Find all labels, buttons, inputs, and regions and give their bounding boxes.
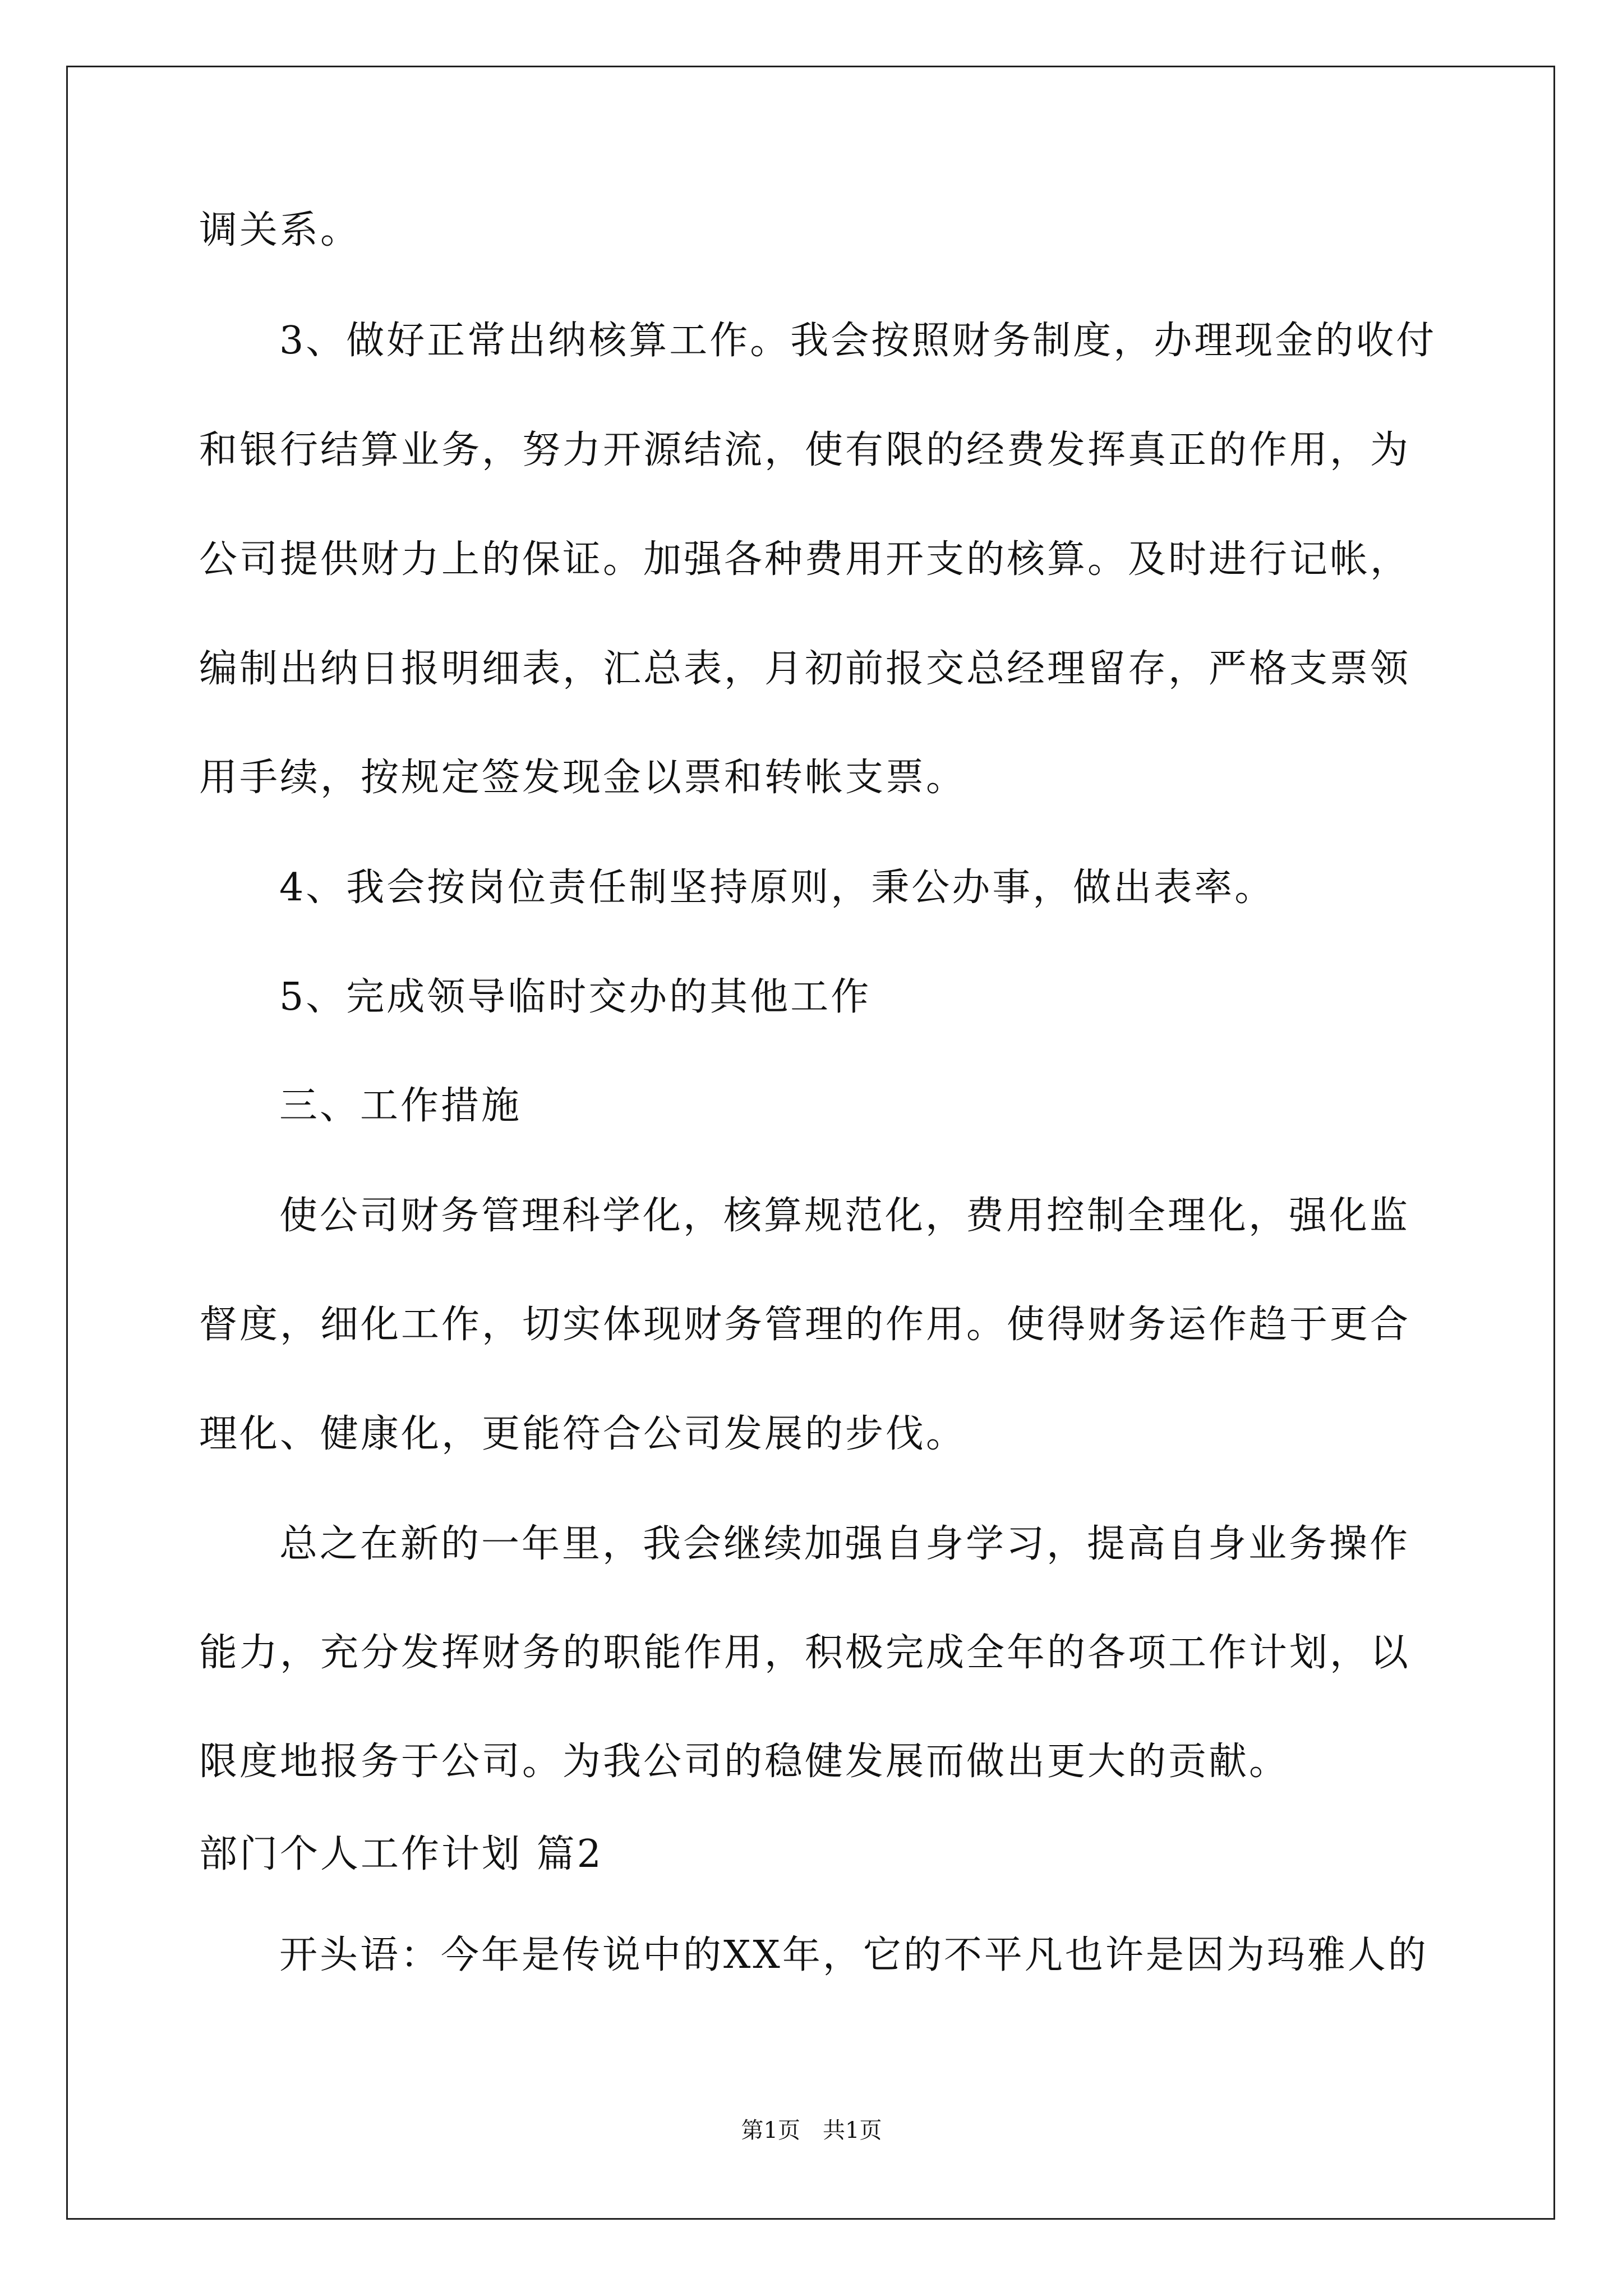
section-heading: 三、工作措施: [279, 1084, 522, 1128]
paragraph-line: 使公司财务管理科学化，核算规范化，费用控制全理化，强化监: [279, 1194, 1410, 1238]
document-subtitle: 部门个人工作计划 篇2: [199, 1832, 603, 1876]
page-number: 第1页 共1页: [741, 2118, 882, 2143]
paragraph-line: 和银行结算业务，努力开源结流，使有限的经费发挥真正的作用，为: [199, 428, 1411, 472]
paragraph-line: 调关系。: [199, 208, 361, 252]
paragraph-line: 用手续，按规定签发现金以票和转帐支票。: [199, 756, 967, 800]
paragraph-line: 4、我会按岗位责任制坚持原则，秉公办事，做出表率。: [279, 866, 1275, 910]
paragraph-line: 理化、健康化，更能符合公司发展的步伐。: [199, 1412, 967, 1456]
paragraph-line: 开头语：今年是传说中的XX年，它的不平凡也许是因为玛雅人的: [279, 1933, 1428, 1977]
paragraph-line: 3、做好正常出纳核算工作。我会按照财务制度，办理现金的收付: [279, 319, 1437, 363]
paragraph-line: 督度，细化工作，切实体现财务管理的作用。使得财务运作趋于更合: [199, 1303, 1411, 1347]
paragraph-line: 5、完成领导临时交办的其他工作: [279, 975, 872, 1019]
paragraph-line: 限度地报务于公司。为我公司的稳健发展而做出更大的贡献。: [199, 1740, 1290, 1784]
paragraph-line: 能力，充分发挥财务的职能作用，积极完成全年的各项工作计划，以: [199, 1631, 1411, 1675]
paragraph-line: 公司提供财力上的保证。加强各种费用开支的核算。及时进行记帐，: [199, 537, 1411, 582]
paragraph-line: 编制出纳日报明细表，汇总表，月初前报交总经理留存，严格支票领: [199, 647, 1411, 691]
paragraph-line: 总之在新的一年里，我会继续加强自身学习，提高自身业务操作: [279, 1522, 1410, 1566]
page-frame: [66, 66, 1555, 2220]
